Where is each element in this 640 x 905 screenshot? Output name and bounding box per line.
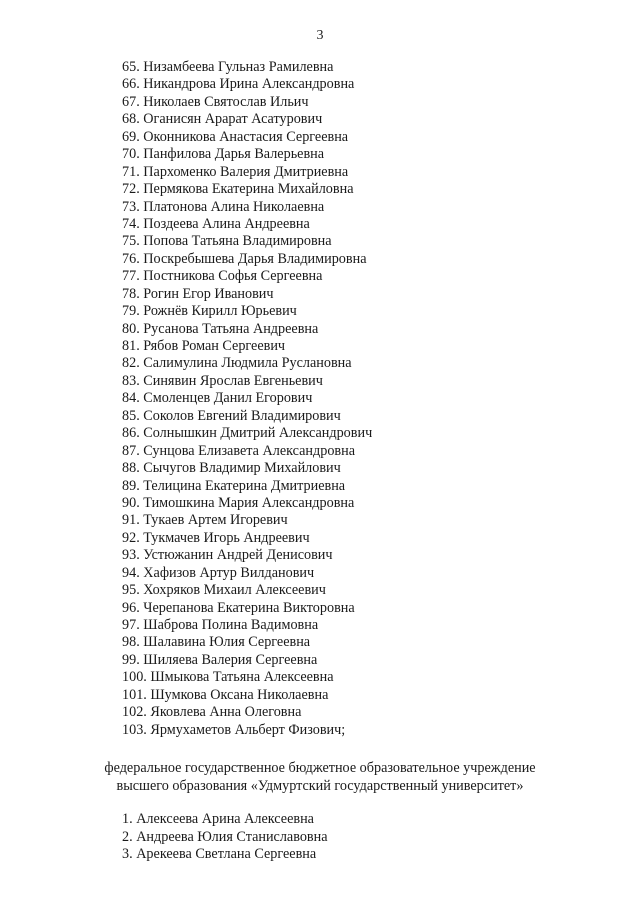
item-number: 100. <box>122 669 147 686</box>
list-item <box>122 321 372 338</box>
list-item <box>122 704 372 721</box>
item-number: 102. <box>122 704 147 721</box>
list-item <box>122 634 372 651</box>
list-item <box>122 495 372 512</box>
person-name: Поскребышева Дарья Владимировна <box>143 250 367 267</box>
person-name: Тукаев Артем Игоревич <box>143 512 288 529</box>
item-number: 70. <box>122 146 140 163</box>
list-item <box>122 181 372 198</box>
person-name: Пархоменко Валерия Дмитриевна <box>143 163 349 180</box>
person-name: Низамбеева Гульназ Рамилевна <box>143 59 334 75</box>
item-number: 81. <box>122 338 140 354</box>
item-number: 98. <box>122 634 140 651</box>
student-list <box>122 59 372 739</box>
list-item <box>122 460 372 477</box>
item-number: 97. <box>122 617 140 633</box>
item-number: 90. <box>122 494 140 511</box>
person-name: Устюжанин Андрей Денисович <box>143 547 333 564</box>
list-item <box>122 216 372 233</box>
item-number: 99. <box>122 651 140 668</box>
person-name: Телицина Екатерина Дмитриевна <box>143 477 346 494</box>
list-item <box>122 390 372 407</box>
item-number: 95. <box>122 582 140 599</box>
item-number: 73. <box>122 198 140 215</box>
person-name: Арекеева Светлана Сергеевна <box>136 846 317 863</box>
item-number: 92. <box>122 529 140 546</box>
item-number: 75. <box>122 233 140 250</box>
list-item <box>122 146 372 163</box>
person-name: Николаев Святослав Ильич <box>143 93 309 110</box>
list-item <box>122 94 372 111</box>
item-number: 89. <box>122 477 140 494</box>
list-item <box>122 669 372 686</box>
organization-line-1: федеральное государственное бюджетное образовательное учреждение <box>104 760 536 776</box>
person-name: Попова Татьяна Владимировна <box>143 233 332 250</box>
organization-heading <box>0 760 640 795</box>
person-name: Шалавина Юлия Сергеевна <box>143 634 311 651</box>
page-number: 3 <box>316 28 324 43</box>
item-number: 96. <box>122 599 140 616</box>
item-number: 85. <box>122 407 140 424</box>
list-item <box>122 251 372 268</box>
item-number: 101. <box>122 686 147 703</box>
list-item <box>122 373 372 390</box>
list-item <box>122 443 372 460</box>
person-name: Яковлева Анна Олеговна <box>150 704 302 721</box>
person-name: Рябов Роман Сергеевич <box>143 338 286 354</box>
list-item <box>122 286 372 303</box>
university-student-list <box>122 811 328 864</box>
item-number: 87. <box>122 442 140 459</box>
item-number: 71. <box>122 163 140 180</box>
person-name: Шумкова Оксана Николаевна <box>150 686 329 703</box>
item-number: 66. <box>122 76 140 93</box>
person-name: Синявин Ярослав Евгеньевич <box>143 372 323 389</box>
person-name: Салимулина Людмила Руслановна <box>143 355 352 372</box>
list-item <box>122 303 372 320</box>
list-item <box>122 829 328 847</box>
list-item <box>122 687 372 704</box>
person-name: Ярмухаметов Альберт Физович; <box>150 721 346 738</box>
person-name: Панфилова Дарья Валерьевна <box>143 146 325 163</box>
item-number: 77. <box>122 268 140 285</box>
item-number: 65. <box>122 59 140 75</box>
item-number: 3. <box>122 846 133 863</box>
person-name: Никандрова Ирина Александровна <box>143 76 355 93</box>
item-number: 72. <box>122 181 140 198</box>
item-number: 91. <box>122 512 140 529</box>
person-name: Тимошкина Мария Александровна <box>143 494 355 511</box>
person-name: Поздеева Алина Андреевна <box>143 215 310 232</box>
list-item <box>122 129 372 146</box>
list-item <box>122 652 372 669</box>
item-number: 103. <box>122 721 147 738</box>
list-item <box>122 478 372 495</box>
item-number: 79. <box>122 303 140 320</box>
person-name: Смоленцев Данил Егорович <box>143 390 313 407</box>
item-number: 69. <box>122 128 140 145</box>
person-name: Шмыкова Татьяна Алексеевна <box>150 669 334 686</box>
person-name: Соколов Евгений Владимирович <box>143 407 341 424</box>
person-name: Сычугов Владимир Михайлович <box>143 460 341 477</box>
person-name: Рогин Егор Иванович <box>143 285 274 302</box>
list-item <box>122 233 372 250</box>
list-item <box>122 846 328 864</box>
list-item <box>122 811 328 829</box>
list-item <box>122 268 372 285</box>
organization-line-2: высшего образования «Удмуртский государственный университет» <box>116 777 524 794</box>
person-name: Рожнёв Кирилл Юрьевич <box>143 303 297 320</box>
person-name: Сунцова Елизавета Александровна <box>143 442 356 459</box>
list-item <box>122 722 372 739</box>
list-item <box>122 355 372 372</box>
person-name: Оконникова Анастасия Сергеевна <box>143 128 349 145</box>
person-name: Алексеева Арина Алексеевна <box>136 811 314 827</box>
item-number: 1. <box>122 811 133 827</box>
item-number: 76. <box>122 250 140 267</box>
list-item <box>122 582 372 599</box>
item-number: 80. <box>122 320 140 337</box>
list-item <box>122 565 372 582</box>
list-item <box>122 111 372 128</box>
item-number: 2. <box>122 828 133 845</box>
list-item <box>122 547 372 564</box>
item-number: 94. <box>122 564 140 581</box>
item-number: 93. <box>122 547 140 564</box>
list-item <box>122 199 372 216</box>
person-name: Хафизов Артур Вилданович <box>143 564 315 581</box>
person-name: Постникова Софья Сергеевна <box>143 268 323 285</box>
person-name: Черепанова Екатерина Викторовна <box>143 599 355 616</box>
list-item <box>122 59 372 76</box>
list-item <box>122 76 372 93</box>
person-name: Шиляева Валерия Сергеевна <box>143 651 318 668</box>
item-number: 74. <box>122 215 140 232</box>
person-name: Тукмачев Игорь Андреевич <box>143 529 310 546</box>
list-item <box>122 425 372 442</box>
person-name: Солнышкин Дмитрий Александрович <box>143 425 373 442</box>
list-item <box>122 512 372 529</box>
list-item <box>122 164 372 181</box>
list-item <box>122 530 372 547</box>
item-number: 82. <box>122 355 140 372</box>
item-number: 83. <box>122 372 140 389</box>
item-number: 68. <box>122 111 140 128</box>
item-number: 78. <box>122 285 140 302</box>
person-name: Хохряков Михаил Алексеевич <box>143 582 326 599</box>
list-item <box>122 600 372 617</box>
item-number: 86. <box>122 425 140 442</box>
item-number: 67. <box>122 93 140 110</box>
item-number: 84. <box>122 390 140 407</box>
person-name: Русанова Татьяна Андреевна <box>143 320 319 337</box>
person-name: Пермякова Екатерина Михайловна <box>143 181 354 198</box>
person-name: Оганисян Арарат Асатурович <box>143 111 323 128</box>
person-name: Шаброва Полина Вадимовна <box>143 617 319 633</box>
list-item <box>122 617 372 634</box>
item-number: 88. <box>122 460 140 477</box>
list-item <box>122 338 372 355</box>
person-name: Андреева Юлия Станиславовна <box>136 828 328 845</box>
person-name: Платонова Алина Николаевна <box>143 198 325 215</box>
list-item <box>122 408 372 425</box>
